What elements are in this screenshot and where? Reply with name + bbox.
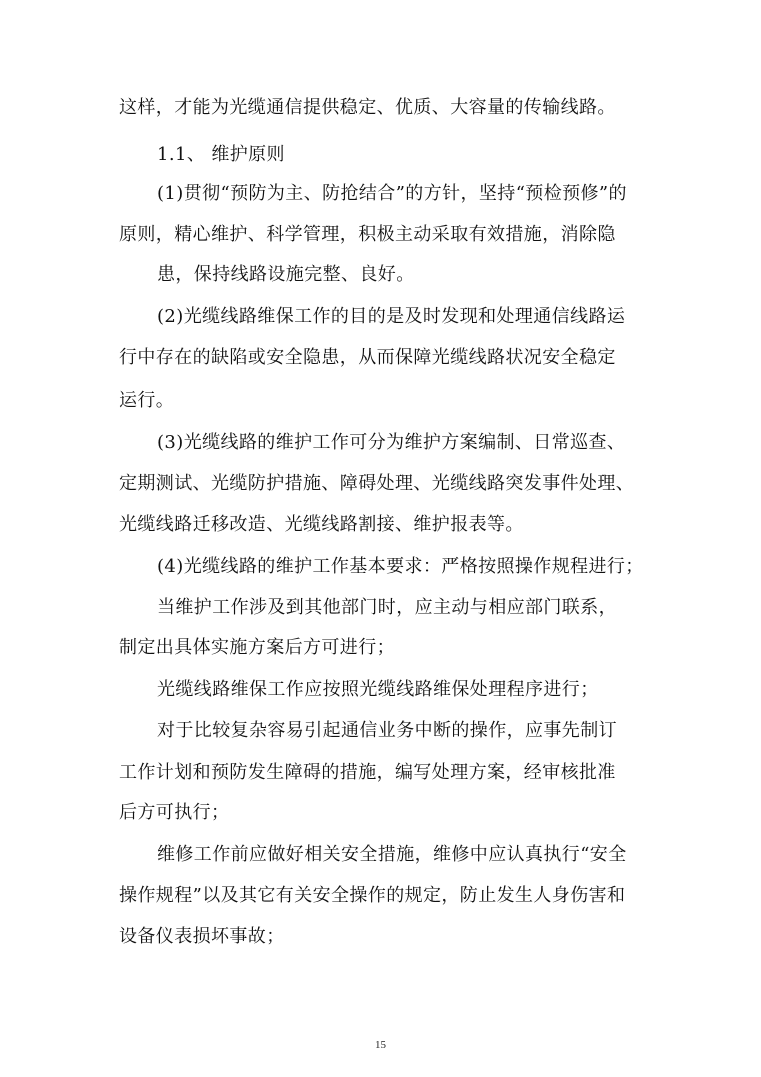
- text-line: 维修工作前应做好相关安全措施，维修中应认真执行“安全: [157, 844, 627, 865]
- text-line: (3)光缆线路的维护工作可分为维护方案编制、日常巡查、: [157, 432, 626, 453]
- text-line: 操作规程”以及其它有关安全操作的规定，防止发生人身伤害和: [119, 885, 626, 906]
- text-line: 设备仪表损坏事故；: [119, 926, 285, 947]
- text-line: 工作计划和预防发生障碍的措施，编写处理方案，经审核批准: [119, 762, 616, 783]
- text-line: 当维护工作涉及到其他部门时，应主动与相应部门联系，: [157, 597, 617, 618]
- text-line: 行中存在的缺陷或安全隐患，从而保障光缆线路状况安全稳定: [119, 347, 616, 368]
- text-line: 后方可执行；: [119, 802, 230, 823]
- text-line: 光缆线路迁移改造、光缆线路割接、维护报表等。: [119, 514, 524, 535]
- section-heading: 1.1、 维护原则: [157, 144, 285, 165]
- page-number: 15: [375, 1039, 386, 1051]
- text-line: 定期测试、光缆防护措施、障碍处理、光缆线路突发事件处理、: [119, 473, 635, 494]
- text-line: 这样，才能为光缆通信提供稳定、优质、大容量的传输线路。: [119, 97, 616, 118]
- text-line: (2)光缆线路维保工作的目的是及时发现和处理通信线路运: [157, 306, 626, 327]
- text-line: (4)光缆线路的维护工作基本要求：严格按照操作规程进行；: [157, 556, 644, 577]
- text-line: 对于比较复杂容易引起通信业务中断的操作，应事先制订: [157, 720, 617, 741]
- text-line: 光缆线路维保工作应按照光缆线路维保处理程序进行；: [157, 679, 599, 700]
- text-line: 运行。: [119, 390, 175, 411]
- text-line: 制定出具体实施方案后方可进行；: [119, 637, 395, 658]
- text-line: 患，保持线路设施完整、良好。: [157, 264, 415, 285]
- text-line: (1)贯彻“预防为主、防抢结合”的方针，坚持“预检预修”的: [157, 183, 627, 204]
- text-line: 原则，精心维护、科学管理，积极主动采取有效措施，消除隐: [119, 224, 616, 245]
